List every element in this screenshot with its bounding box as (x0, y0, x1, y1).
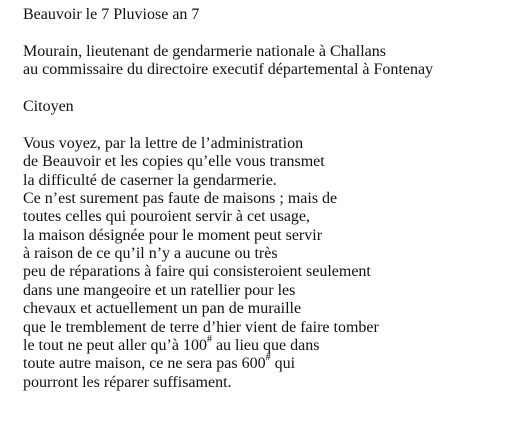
body-line: la difficulté de caserner la gendarmerie. (23, 171, 277, 189)
spacer (23, 24, 527, 42)
body-text: au lieu que dans (211, 337, 320, 355)
livre-symbol: # (265, 352, 271, 364)
body-line: que le tremblement de terre d’hier vient de faire tomber (23, 318, 379, 336)
body-line: Vous voyez, par la lettre de l’administration (23, 134, 304, 152)
body-line: chevaux et actuellement un pan de muraille (23, 300, 302, 318)
body-line: Ce n’est surement pas faute de maisons ; mais de (23, 189, 338, 207)
salutation: Citoyen (23, 97, 74, 115)
body-line: la maison désignée pour le moment peut servir (23, 226, 323, 244)
body-text: le tout ne peut aller qu’à 100 (23, 337, 207, 355)
header-recipient: au commissaire du directoire executif départemental à Fontenay (23, 61, 434, 79)
body-line (23, 333, 527, 355)
date-line: Beauvoir le 7 Pluviose an 7 (23, 6, 200, 23)
body-line: à raison de ce qu’il n’y a aucune ou très (23, 245, 278, 263)
letter-document (23, 6, 527, 392)
body-line: de Beauvoir et les copies qu’elle vous transmet (23, 153, 325, 171)
spacer (23, 80, 527, 98)
letter-body (23, 135, 527, 392)
body-line: pourront les réparer suffisament. (23, 373, 232, 391)
body-line: dans une mangeoire et un ratellier pour les (23, 281, 296, 299)
body-text: qui (270, 355, 296, 373)
spacer (23, 116, 527, 134)
body-line: peu de réparations à faire qui consisteroient seulement (23, 263, 371, 281)
body-line: toutes celles qui pouroient servir à cet usage, (23, 208, 311, 226)
body-text: toute autre maison, ce ne sera pas 600 (23, 355, 266, 373)
header-sender: Mourain, lieutenant de gendarmerie nationale à Challans (23, 42, 386, 60)
body-line (23, 352, 527, 373)
livre-symbol: # (206, 333, 212, 345)
